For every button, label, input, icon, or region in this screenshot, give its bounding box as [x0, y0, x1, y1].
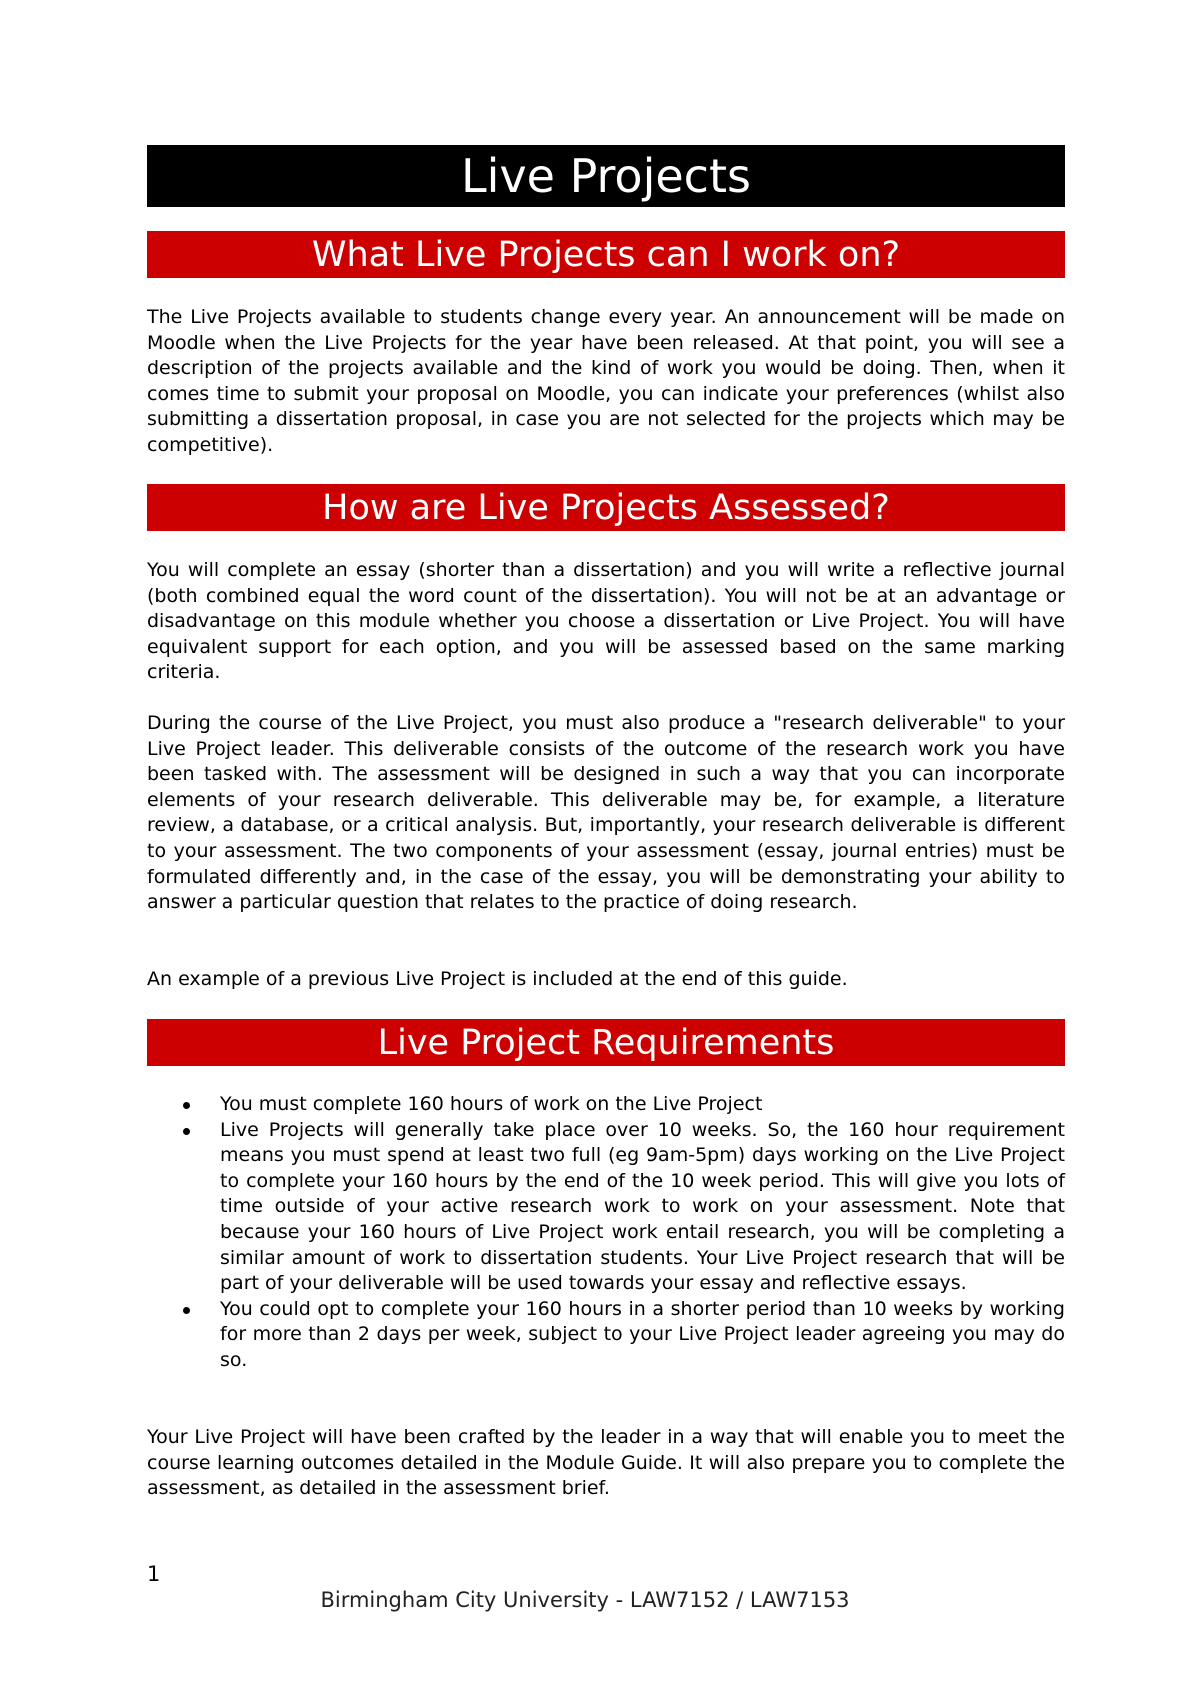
paragraph-example-reference: An example of a previous Live Project is included at the end of this guide. [147, 968, 848, 990]
document-title: Live Projects [147, 145, 1065, 207]
requirement-item [147, 1297, 1065, 1374]
page-footer: Birmingham City University - LAW7152 / LAW7153 [320, 1588, 850, 1612]
paragraph-research-deliverable: During the course of the Live Project, you must also produce a "research deliverable" to your Live Project leader. This deliverable consists of the outcome of the research work you have been tasked with. The assessment will be designed in such a way that you can incorporate elements of your research deliverable. This deliverable may be, for example, a literature review, a database, or a critical analysis. But, importantly, your research deliverable is different to your assessment. The two components of your assessment (essay, journal entries) must be formulated differently and, in the case of the essay, you will be demonstrating your ability to answer a particular question that relates to the practice of doing research. [147, 712, 1065, 914]
bullet-icon [183, 1128, 190, 1135]
requirement-text: You could opt to complete your 160 hours in a shorter period than 10 weeks by working for more than 2 days per week, subject to your Live Project leader agreeing you may do so. [220, 1297, 1065, 1371]
section-heading-what-projects: What Live Projects can I work on? [147, 231, 1065, 278]
bullet-icon [183, 1102, 190, 1109]
requirement-item [147, 1118, 1065, 1297]
requirement-text: You must complete 160 hours of work on the Live Project [220, 1093, 763, 1115]
requirement-item [147, 1092, 1065, 1118]
page-number: 1 [147, 1562, 161, 1586]
section-heading-requirements: Live Project Requirements [147, 1019, 1065, 1066]
paragraph-projects-available: The Live Projects available to students change every year. An announcement will be made on Moodle when the Live Projects for the year have been released. At that point, you will see a description of the projects available and the kind of work you would be doing. Then, when it comes time to submit your proposal on Moodle, you can indicate your preferences (whilst also submitting a dissertation proposal, in case you are not selected for the projects which may be competitive). [147, 306, 1065, 456]
paragraph-essay-journal: You will complete an essay (shorter than a dissertation) and you will write a reflective journal (both combined equal the word count of the dissertation). You will not be at an advantage or disadvantage on this module whether you choose a dissertation or Live Project. You will have equivalent support for each option, and you will be assessed based on the same marking criteria. [147, 559, 1065, 684]
bullet-icon [183, 1307, 190, 1314]
section-heading-assessment: How are Live Projects Assessed? [147, 484, 1065, 531]
requirement-text: Live Projects will generally take place over 10 weeks. So, the 160 hour requirement means you must spend at least two full (eg 9am-5pm) days working on the Live Project to complete your 160 hours by the end of the 10 week period. This will give you lots of time outside of your active research work to work on your assessment. Note that because your 160 hours of Live Project work entail research, you will be completing a similar amount of work to dissertation students. Your Live Project research that will be part of your deliverable will be used towards your essay and reflective essays. [220, 1118, 1065, 1295]
paragraph-learning-outcomes: Your Live Project will have been crafted by the leader in a way that will enable you to meet the course learning outcomes detailed in the Module Guide. It will also prepare you to complete the assessment, as detailed in the assessment brief. [147, 1426, 1065, 1500]
requirements-list [147, 1092, 1065, 1374]
